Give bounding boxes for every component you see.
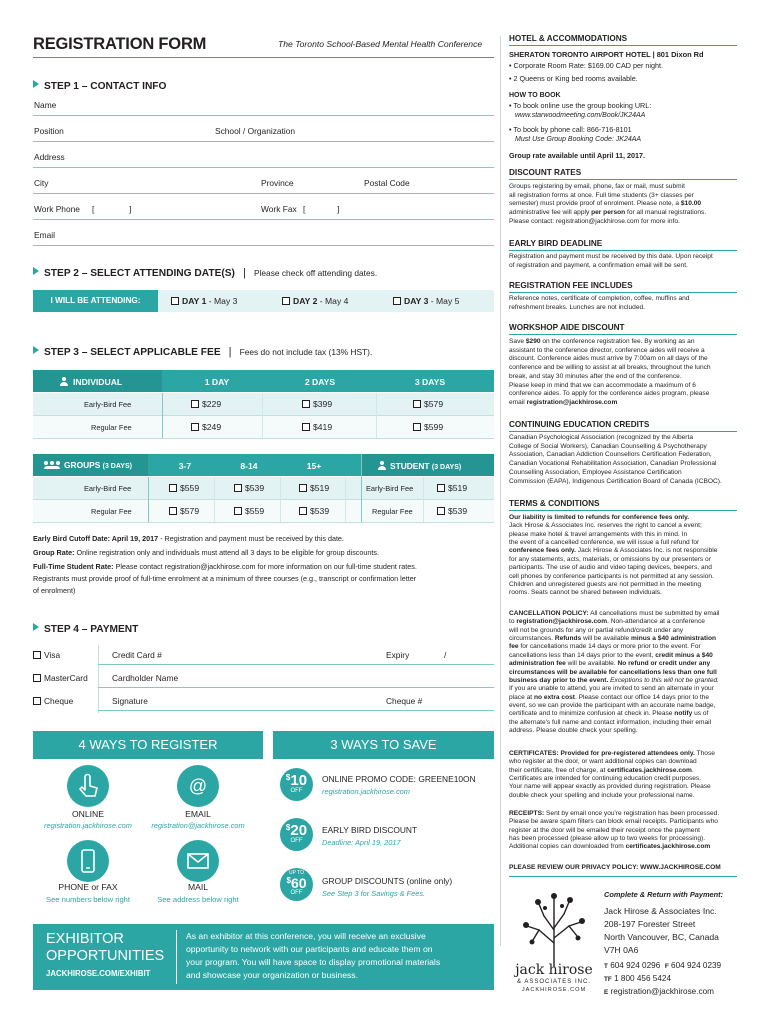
complete-return-label: Complete & Return with Payment: (604, 890, 724, 899)
mastercard-option[interactable]: MasterCard (33, 674, 88, 682)
online-title: ONLINE (72, 809, 104, 819)
bracket-open: [ (303, 204, 306, 214)
exhibitor-text-3: your program. You will have space to display promotional materials (186, 957, 441, 967)
city-label: City (34, 178, 49, 188)
fee-includes-heading: REGISTRATION FEE INCLUDES (509, 281, 737, 293)
exhibitor-text-2: opportunity to network with our participants and educate them on (186, 944, 433, 954)
arrow-icon (33, 623, 39, 631)
col-2days: 2 DAYS (304, 377, 336, 387)
col-divider (162, 393, 163, 438)
expiry-slash: / (444, 650, 447, 660)
earlybird-title: EARLY BIRD DISCOUNT (322, 825, 418, 835)
checkbox[interactable] (413, 400, 421, 408)
fee-option[interactable]: $229 (191, 400, 221, 409)
checkbox[interactable] (302, 400, 310, 408)
day2-option[interactable]: DAY 2 - May 4 (282, 297, 348, 306)
signature-field[interactable] (98, 710, 494, 711)
workphone-label: Work Phone (34, 204, 80, 214)
exhibitor-title-2: OPPORTUNITIES (46, 948, 165, 964)
checkbox[interactable] (191, 423, 199, 431)
online-url[interactable]: registration.jackhirose.com (44, 821, 132, 830)
row-divider (33, 438, 494, 439)
terms-text: Our liability is limited to refunds for conference fees only. Jack Hirose & Associates Inc. reserves the right to cancel a event; please make hotel & travel arrangements with this in mind. In the event of a cancelled conference, we will issue a full refund for conference fees only. Jack Hirose & Associates Inc. is not responsible for any statements, acts, materials, or omissions by our presenters or participants. The use of audio and video taping devices, beepers, and cell phones by conference participants is not permitted at any session. Children and unregistered guests are not permitted in the meeting rooms. Seats cannot be shared between individuals. (509, 514, 718, 597)
address-line-4: V7H 0A6 (604, 945, 639, 955)
fee-option[interactable]: $559 (234, 507, 264, 516)
cheque-option[interactable]: Cheque (33, 697, 73, 705)
fee-option[interactable]: $539 (437, 507, 467, 516)
col-divider (345, 477, 346, 522)
student-early-label: Early-Bird Fee (366, 484, 414, 493)
fee-option[interactable]: $419 (302, 423, 332, 432)
checkbox[interactable] (33, 697, 41, 705)
phone-fax-line: T 604 924 0296 F 604 924 0239 (604, 961, 722, 970)
group-discount-sub: See Step 3 for Savings & Fees. (322, 889, 426, 898)
logo-wordmark: jack hirose (515, 962, 593, 978)
checkbox[interactable] (393, 297, 401, 305)
group-note: Group Rate: Online registration only and individuals must attend all 3 days to be eligible for group discounts. (33, 548, 379, 557)
cardholder-field[interactable] (98, 687, 494, 688)
fee-option[interactable]: $599 (413, 423, 443, 432)
early-bird-label: Early-Bird Fee (84, 484, 132, 493)
arrow-icon (33, 267, 39, 275)
checkbox[interactable] (33, 674, 41, 682)
checkbox[interactable] (437, 484, 445, 492)
arrow-icon (33, 80, 39, 88)
col-divider (361, 454, 362, 522)
fee-option[interactable]: $539 (234, 484, 264, 493)
earlybird-text: Registration and payment must be received by this date. Upon receipt of registration and payment, a confirmation email will be sent. (509, 253, 713, 269)
hotel-bullet-1: • Corporate Room Rate: $169.00 CAD per night. (509, 61, 663, 70)
phone-sub: See numbers below right (46, 895, 130, 904)
regular-label: Regular Fee (91, 423, 132, 432)
position-field[interactable] (33, 141, 494, 142)
person-icon (60, 377, 68, 386)
arrow-icon (33, 346, 39, 354)
workfax-label: Work Fax (261, 204, 297, 214)
student-note-3: of enrolment) (33, 586, 76, 595)
privacy-link[interactable]: PLEASE REVIEW OUR PRIVACY POLICY: WWW.JACKHIROSE.COM (509, 864, 737, 877)
creditcard-label: Credit Card # (112, 650, 162, 660)
checkbox[interactable] (302, 423, 310, 431)
header-rule (33, 57, 494, 58)
group-icon (44, 461, 61, 469)
checkbox[interactable] (299, 507, 307, 515)
col-divider (376, 393, 377, 438)
cancellation-text: CANCELLATION POLICY: All cancellations must be submitted by email to registration@jackhirose.com. Non-attendance at a conference will not be grounds for any or partial refund/credit under any circumstances. Refunds will be available minus a $40 administration fee for cancellations made 14 days or more prior to the event. For cancellations less than 14 days prior to the event, credit minus a $40 administration fee will be available. No refund or credit under any circumstances will be available for cancellations less than one full business day prior to the event. Exceptions to this will not be granted. If you are unable to attend, you are invited to send an alternate in your place at no extra cost. Please contact our office 14 days prior to the event, so we can provide the participant with an accurate name badge, certificate and to minimize confusion at check in. Please notify us of the alternate's full name and contact information, including their email address. Please double check your spelling. (509, 610, 720, 735)
row-divider (33, 499, 494, 500)
promo-title: ONLINE PROMO CODE: GREENE10ON (322, 774, 476, 784)
hotel-bullet-2: • 2 Queens or King bed rooms available. (509, 74, 638, 83)
save-60-badge: UP TO $60 OFF (280, 868, 313, 901)
discount-text: Groups registering by email, phone, fax or mail, must submit all registration forms at once. Full time students (3+ classes per semester) must provide proof of enrolment. Please note, a $10.00 administrative fee will apply per person for all manual registrations. Please contact: registration@jackhirose.com for more info. (509, 183, 707, 225)
step4-heading: STEP 4 – PAYMENT (33, 623, 138, 635)
signature-label: Signature (112, 696, 148, 706)
exhibitor-title-1: EXHIBITOR (46, 931, 124, 947)
col-15plus: 15+ (306, 461, 322, 471)
howto-code: Must Use Group Booking Code: JK24AA (515, 136, 642, 143)
bracket-close: ] (129, 204, 132, 214)
checkbox[interactable] (171, 297, 179, 305)
col-1day: 1 DAY (204, 377, 230, 387)
checkbox[interactable] (234, 484, 242, 492)
fee-option[interactable]: $539 (299, 507, 329, 516)
email-label: Email (34, 230, 55, 240)
checkbox[interactable] (282, 297, 290, 305)
fee-option[interactable]: $579 (413, 400, 443, 409)
hotel-name: SHERATON TORONTO AIRPORT HOTEL | 801 Dixon Rd (509, 50, 704, 59)
col-3days: 3 DAYS (414, 377, 446, 387)
email-address[interactable]: registration@jackhirose.com (151, 821, 245, 830)
address-line-2: 208-197 Forester Street (604, 919, 696, 929)
exhibitor-text-4: and showcase your organization or business. (186, 970, 358, 980)
day1-option[interactable]: DAY 1 - May 3 (171, 297, 237, 306)
group-rate-note: Group rate available until April 11, 2017. (509, 151, 645, 160)
phone-field[interactable] (33, 219, 494, 220)
address-label: Address (34, 152, 65, 162)
tollfree-line: TF 1 800 456 5424 (604, 974, 672, 983)
address-field[interactable] (33, 167, 494, 168)
groups-label: GROUPS (3 DAYS) (44, 461, 132, 470)
step1-heading: STEP 1 – CONTACT INFO (33, 80, 166, 92)
attending-label: I WILL BE ATTENDING: (33, 290, 158, 312)
bracket-close: ] (337, 204, 340, 214)
earlybird-heading: EARLY BIRD DEADLINE (509, 239, 737, 251)
checkbox[interactable] (437, 507, 445, 515)
cardholder-label: Cardholder Name (112, 673, 179, 683)
phone-title: PHONE or FAX (58, 882, 118, 892)
checkbox[interactable] (33, 651, 41, 659)
expiry-label: Expiry (386, 650, 410, 660)
mail-sub: See address below right (157, 895, 239, 904)
mail-icon (177, 840, 219, 882)
col-divider (214, 477, 215, 522)
hotel-heading: HOTEL & ACCOMMODATIONS (509, 34, 737, 46)
address-line-1: Jack Hirose & Associates Inc. (604, 906, 717, 916)
postal-label: Postal Code (364, 178, 410, 188)
checkbox[interactable] (234, 507, 242, 515)
col-3-7: 3-7 (178, 461, 192, 471)
earlybird-sub: Deadline: April 19, 2017 (322, 838, 401, 847)
terms-heading: TERMS & CONDITIONS (509, 499, 737, 511)
howto-phone: • To book by phone call: 866-716-8101 (509, 125, 632, 134)
col-divider (423, 477, 424, 522)
address-line-3: North Vancouver, BC, Canada (604, 932, 719, 942)
promo-sub[interactable]: registration.jackhirose.com (322, 787, 410, 796)
col-8-14: 8-14 (240, 461, 258, 471)
regular-label: Regular Fee (91, 507, 132, 516)
email-field[interactable] (33, 245, 494, 246)
creditcard-field[interactable] (98, 664, 494, 665)
ce-heading: CONTINUING EDUCATION CREDITS (509, 420, 737, 432)
email-icon (177, 765, 219, 807)
logo-subtitle: & ASSOCIATES INC. (517, 979, 591, 985)
fee-option[interactable]: $519 (299, 484, 329, 493)
logo-url: JACKHIROSE.COM (521, 987, 587, 993)
checkbox[interactable] (169, 507, 177, 515)
phone-icon (67, 840, 109, 882)
early-bird-label: Early-Bird Fee (84, 400, 132, 409)
position-label: Position (34, 126, 64, 136)
step2-heading: STEP 2 – SELECT ATTENDING DATE(S) | Please check off attending dates. (33, 267, 377, 279)
fee-option[interactable]: $519 (437, 484, 467, 493)
group-discount-title: GROUP DISCOUNTS (online only) (322, 876, 453, 886)
svg-text:@: @ (188, 776, 208, 796)
individual-label: INDIVIDUAL (60, 377, 122, 387)
discount-heading: DISCOUNT RATES (509, 168, 737, 180)
checkbox[interactable] (299, 484, 307, 492)
form-title: REGISTRATION FORM (33, 35, 207, 53)
student-note-2: Registrants must provide proof of full-time enrolment at a minimum of three courses (e.g., transcript or confirmation letter (33, 574, 417, 583)
online-icon (67, 765, 109, 807)
checkbox[interactable] (191, 400, 199, 408)
email-title: EMAIL (185, 809, 211, 819)
fee-option[interactable]: $559 (169, 484, 199, 493)
fee-includes-text: Reference notes, certificate of completion, coffee, muffins and refreshment breaks. Lunches are not included. (509, 295, 690, 311)
checkbox[interactable] (169, 484, 177, 492)
day3-option[interactable]: DAY 3 - May 5 (393, 297, 459, 306)
fee-option[interactable]: $399 (302, 400, 332, 409)
workshop-aide-text: Save $290 on the conference registration fee. By working as an assistant to the conference director, conference aides will receive a discount. Conference aides must arrive by 7:00am on all days of the conference and be willing to assist at all breaks, throughout the lunch break, and stay 30 minutes after the end of the conference. Please keep in mind that we can accommodate a maximum of 6 conference aides. To apply for the conference aides program, please email registration@jackhirose.com (509, 338, 711, 406)
checkbox[interactable] (413, 423, 421, 431)
fee-option[interactable]: $579 (169, 507, 199, 516)
student-note: Full-Time Student Rate: Please contact registration@jackhirose.com for more information on our full-time student rates. (33, 562, 417, 571)
col-divider (262, 393, 263, 438)
save-20-badge: $20 OFF (280, 818, 313, 851)
workshop-aide-heading: WORKSHOP AIDE DISCOUNT (509, 323, 737, 335)
column-divider (500, 36, 501, 946)
student-label: STUDENT (3 DAYS) (378, 461, 461, 471)
ce-text: Canadian Psychological Association (recognized by the Alberta College of Social Workers), Canadian Counselling & Psychotherapy Association, Canadian Addiction Counsellors Certification Federation, Canadian Vocational Rehabilitation Association, Canadian Professional Counselling Association, Employee Assistance Certification Commission (EAPA), Indigenous Certification Board of Canada (ICBOC). (509, 434, 722, 485)
col-divider (280, 477, 281, 522)
save-10-badge: $10 OFF (280, 768, 313, 801)
certificates-text: CERTIFICATES: Provided for pre-registered attendees only. Those who register at the door, or want additional copies can download their certificate, free of charge, at certificates.jackhirose.com. Certificates are intended for continuing education credit purposes. Your name will appear exactly as provided during registration. Please double check your spelling and include your professional name. (509, 750, 715, 799)
exhibitor-link[interactable]: JACKHIROSE.COM/EXHIBIT (46, 969, 151, 978)
howto-online: • To book online use the group booking URL: (509, 101, 652, 110)
howto-url[interactable]: www.starwoodmeeting.com/Book/JK24AA (515, 112, 646, 119)
mail-title: MAIL (187, 882, 209, 892)
email-line[interactable]: E registration@jackhirose.com (604, 987, 714, 996)
cutoff-note: Early Bird Cutoff Date: April 19, 2017 - Registration and payment must be received by this date. (33, 534, 344, 543)
ways-register-banner: 4 WAYS TO REGISTER (33, 731, 263, 759)
receipts-text: RECEIPTS: Sent by email once you're registration has been processed. Please be aware spam filters can block email receipts. Participants who register at the door will be emailed their receipt once the payment has been processed (please allow up to two weeks for processing). Additional copies can downloaded from certificates.jackhirose.com (509, 810, 720, 851)
fee-option[interactable]: $249 (191, 423, 221, 432)
row-divider (33, 415, 494, 416)
exhibitor-divider (176, 930, 177, 984)
city-field[interactable] (33, 193, 494, 194)
visa-option[interactable]: Visa (33, 651, 60, 659)
name-field[interactable] (33, 115, 494, 116)
bracket-open: [ (92, 204, 95, 214)
howto-heading: HOW TO BOOK (509, 92, 561, 99)
person-icon (378, 461, 386, 470)
exhibitor-text-1: As an exhibitor at this conference, you will receive an exclusive (186, 931, 426, 941)
province-label: Province (261, 178, 294, 188)
name-label: Name (34, 100, 57, 110)
student-regular-label: Regular Fee (372, 507, 413, 516)
school-label: School / Organization (215, 126, 296, 136)
col-divider (148, 477, 149, 522)
tree-icon (509, 888, 599, 968)
payment-divider (98, 645, 99, 713)
conference-name: The Toronto School-Based Mental Health Conference (278, 39, 483, 49)
cheque-number-label: Cheque # (386, 696, 423, 706)
step3-heading: STEP 3 – SELECT APPLICABLE FEE | Fees do not include tax (13% HST). (33, 346, 372, 358)
row-divider (33, 522, 494, 523)
ways-save-banner: 3 WAYS TO SAVE (273, 731, 494, 759)
